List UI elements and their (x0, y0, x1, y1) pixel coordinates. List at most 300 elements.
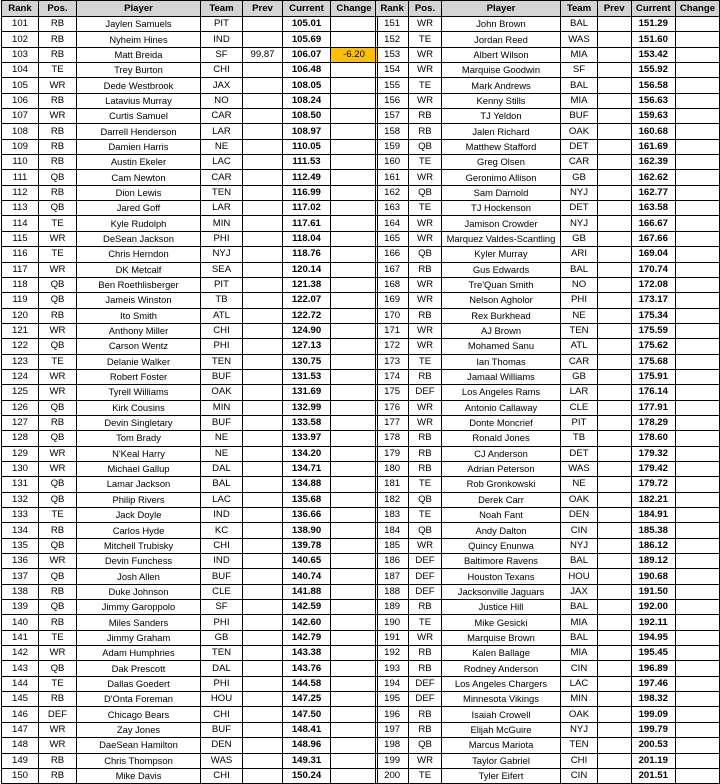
change-cell (331, 32, 378, 47)
table-body-right (376, 17, 720, 784)
change-cell (675, 109, 719, 124)
current-cell: 108.50 (283, 109, 331, 124)
rank-cell: 114 (2, 216, 39, 231)
position-cell: QB (409, 185, 441, 200)
table-row (2, 738, 378, 753)
rank-cell: 168 (376, 277, 409, 292)
rank-cell: 109 (2, 139, 39, 154)
header-player: Player (441, 1, 561, 17)
current-cell: 118.76 (283, 247, 331, 262)
change-cell (675, 722, 719, 737)
rank-cell: 122 (2, 339, 39, 354)
position-cell: RB (39, 753, 77, 768)
player-cell: Cam Newton (77, 170, 201, 185)
prev-cell (597, 155, 631, 170)
team-cell: PHI (201, 339, 243, 354)
table-row (376, 768, 720, 783)
position-cell: RB (409, 461, 441, 476)
rank-cell: 192 (376, 646, 409, 661)
current-cell: 117.61 (283, 216, 331, 231)
player-cell: Rex Burkhead (441, 308, 561, 323)
prev-cell (243, 600, 283, 615)
rank-cell: 197 (376, 722, 409, 737)
table-row (2, 308, 378, 323)
prev-cell (597, 415, 631, 430)
rankings-table-left (1, 0, 378, 784)
current-cell: 173.17 (631, 293, 675, 308)
team-cell: HOU (561, 569, 597, 584)
player-cell: Mark Andrews (441, 78, 561, 93)
player-cell: Rob Gronkowski (441, 477, 561, 492)
team-cell: GB (201, 630, 243, 645)
team-cell: CAR (561, 155, 597, 170)
player-cell: Nyheim Hines (77, 32, 201, 47)
prev-cell (597, 692, 631, 707)
player-cell: Chris Herndon (77, 247, 201, 262)
change-cell (675, 615, 719, 630)
prev-cell (597, 584, 631, 599)
change-cell (675, 768, 719, 783)
prev-cell (243, 185, 283, 200)
rank-cell: 127 (2, 415, 39, 430)
player-cell: Anthony Miller (77, 323, 201, 338)
rank-cell: 170 (376, 308, 409, 323)
rank-cell: 140 (2, 615, 39, 630)
prev-cell (243, 508, 283, 523)
change-cell (331, 231, 378, 246)
team-cell: LAR (561, 385, 597, 400)
player-cell: Donte Moncrief (441, 415, 561, 430)
change-cell (675, 446, 719, 461)
position-cell: WR (409, 415, 441, 430)
team-cell: NE (201, 431, 243, 446)
table-row (376, 369, 720, 384)
rank-cell: 124 (2, 369, 39, 384)
current-cell: 124.90 (283, 323, 331, 338)
team-cell: MIN (201, 400, 243, 415)
team-cell: OAK (201, 385, 243, 400)
player-cell: Sam Darnold (441, 185, 561, 200)
player-cell: John Brown (441, 17, 561, 32)
table-row (2, 722, 378, 737)
position-cell: RB (409, 707, 441, 722)
player-cell: Marquez Valdes-Scantling (441, 231, 561, 246)
team-cell: JAX (561, 584, 597, 599)
change-cell (675, 339, 719, 354)
team-cell: PIT (561, 415, 597, 430)
rank-cell: 158 (376, 124, 409, 139)
position-cell: TE (409, 508, 441, 523)
table-row (376, 615, 720, 630)
prev-cell (243, 753, 283, 768)
player-cell: D'Onta Foreman (77, 692, 201, 707)
position-cell: WR (409, 93, 441, 108)
prev-cell (243, 385, 283, 400)
position-cell: QB (39, 400, 77, 415)
table-row (2, 78, 378, 93)
change-cell (675, 231, 719, 246)
rank-cell: 194 (376, 676, 409, 691)
team-cell: MIA (561, 615, 597, 630)
change-cell (675, 216, 719, 231)
position-cell: QB (39, 293, 77, 308)
change-cell (675, 247, 719, 262)
rank-cell: 107 (2, 109, 39, 124)
change-cell (331, 753, 378, 768)
prev-cell (597, 170, 631, 185)
table-row (376, 109, 720, 124)
position-cell: QB (409, 139, 441, 154)
change-cell (675, 323, 719, 338)
position-cell: TE (39, 676, 77, 691)
header-row (2, 1, 378, 17)
position-cell: RB (39, 523, 77, 538)
team-cell: MIA (561, 646, 597, 661)
change-cell (675, 78, 719, 93)
prev-cell (243, 569, 283, 584)
position-cell: RB (409, 109, 441, 124)
change-cell (331, 415, 378, 430)
rank-cell: 181 (376, 477, 409, 492)
table-row (376, 584, 720, 599)
prev-cell (597, 93, 631, 108)
change-cell (331, 492, 378, 507)
change-cell (331, 600, 378, 615)
prev-cell (597, 615, 631, 630)
prev-cell (243, 339, 283, 354)
position-cell: RB (409, 600, 441, 615)
position-cell: TE (409, 354, 441, 369)
team-cell: BUF (201, 369, 243, 384)
current-cell: 194.95 (631, 630, 675, 645)
rank-cell: 113 (2, 201, 39, 216)
player-cell: Devin Funchess (77, 554, 201, 569)
player-cell: Miles Sanders (77, 615, 201, 630)
current-cell: 175.59 (631, 323, 675, 338)
team-cell: NE (201, 446, 243, 461)
player-cell: Michael Gallup (77, 461, 201, 476)
team-cell: DET (561, 446, 597, 461)
prev-cell (243, 584, 283, 599)
current-cell: 116.99 (283, 185, 331, 200)
rank-cell: 164 (376, 216, 409, 231)
rank-cell: 103 (2, 47, 39, 62)
player-cell: Trey Burton (77, 63, 201, 78)
position-cell: QB (39, 431, 77, 446)
team-cell: WAS (561, 32, 597, 47)
header-team: Team (201, 1, 243, 17)
table-row (2, 400, 378, 415)
change-cell (675, 400, 719, 415)
position-cell: RB (39, 139, 77, 154)
current-cell: 133.58 (283, 415, 331, 430)
current-cell: 142.79 (283, 630, 331, 645)
rank-cell: 125 (2, 385, 39, 400)
rank-cell: 118 (2, 277, 39, 292)
change-cell (331, 508, 378, 523)
rank-cell: 200 (376, 768, 409, 783)
current-cell: 150.24 (283, 768, 331, 783)
table-row (2, 262, 378, 277)
prev-cell (597, 768, 631, 783)
position-cell: WR (39, 231, 77, 246)
current-cell: 179.72 (631, 477, 675, 492)
change-cell (675, 477, 719, 492)
table-row (376, 630, 720, 645)
current-cell: 142.59 (283, 600, 331, 615)
player-cell: Darrell Henderson (77, 124, 201, 139)
prev-cell (243, 155, 283, 170)
table-row (2, 385, 378, 400)
prev-cell (243, 676, 283, 691)
table-row (2, 600, 378, 615)
change-cell (331, 369, 378, 384)
table-row (376, 47, 720, 62)
prev-cell (243, 461, 283, 476)
team-cell: IND (201, 32, 243, 47)
table-row (2, 431, 378, 446)
team-cell: BAL (561, 262, 597, 277)
team-cell: JAX (201, 78, 243, 93)
table-row (2, 323, 378, 338)
current-cell: 162.77 (631, 185, 675, 200)
rank-cell: 165 (376, 231, 409, 246)
position-cell: RB (39, 584, 77, 599)
position-cell: QB (409, 247, 441, 262)
table-row (2, 646, 378, 661)
position-cell: WR (39, 78, 77, 93)
current-cell: 131.69 (283, 385, 331, 400)
table-row (2, 492, 378, 507)
change-cell (331, 692, 378, 707)
table-row (2, 523, 378, 538)
header-rank: Rank (376, 1, 409, 17)
player-cell: TJ Hockenson (441, 201, 561, 216)
position-cell: QB (39, 477, 77, 492)
change-cell (675, 492, 719, 507)
table-row (376, 139, 720, 154)
team-cell: DET (561, 139, 597, 154)
position-cell: QB (39, 339, 77, 354)
prev-cell (243, 692, 283, 707)
change-cell (675, 661, 719, 676)
table-row (2, 538, 378, 553)
player-cell: Ian Thomas (441, 354, 561, 369)
position-cell: QB (39, 600, 77, 615)
current-cell: 112.49 (283, 170, 331, 185)
team-cell: CLE (201, 584, 243, 599)
player-cell: Austin Ekeler (77, 155, 201, 170)
prev-cell (243, 231, 283, 246)
change-cell (331, 155, 378, 170)
change-cell (331, 109, 378, 124)
position-cell: QB (409, 738, 441, 753)
player-cell: Adrian Peterson (441, 461, 561, 476)
prev-cell (597, 308, 631, 323)
player-cell: Mitchell Trubisky (77, 538, 201, 553)
rank-cell: 176 (376, 400, 409, 415)
rank-cell: 135 (2, 538, 39, 553)
player-cell: Jamison Crowder (441, 216, 561, 231)
player-cell: Los Angeles Chargers (441, 676, 561, 691)
position-cell: TE (39, 508, 77, 523)
rank-cell: 153 (376, 47, 409, 62)
prev-cell (243, 615, 283, 630)
position-cell: QB (39, 201, 77, 216)
table-row (376, 554, 720, 569)
change-cell (675, 139, 719, 154)
position-cell: QB (39, 277, 77, 292)
player-cell: Albert Wilson (441, 47, 561, 62)
team-cell: BAL (561, 17, 597, 32)
position-cell: TE (39, 247, 77, 262)
current-cell: 159.63 (631, 109, 675, 124)
position-cell: RB (409, 722, 441, 737)
position-cell: WR (409, 47, 441, 62)
player-cell: Jacksonville Jaguars (441, 584, 561, 599)
prev-cell (243, 431, 283, 446)
prev-cell (243, 78, 283, 93)
team-cell: HOU (201, 692, 243, 707)
rank-cell: 191 (376, 630, 409, 645)
table-row (376, 293, 720, 308)
current-cell: 192.11 (631, 615, 675, 630)
header-rank: Rank (2, 1, 39, 17)
position-cell: TE (39, 216, 77, 231)
current-cell: 127.13 (283, 339, 331, 354)
team-cell: CHI (201, 768, 243, 783)
position-cell: RB (39, 768, 77, 783)
table-row (2, 277, 378, 292)
position-cell: WR (39, 385, 77, 400)
rank-cell: 112 (2, 185, 39, 200)
current-cell: 151.60 (631, 32, 675, 47)
change-cell (331, 216, 378, 231)
current-cell: 201.19 (631, 753, 675, 768)
prev-cell (243, 216, 283, 231)
team-cell: PHI (201, 615, 243, 630)
table-row (376, 646, 720, 661)
rank-cell: 172 (376, 339, 409, 354)
rank-cell: 130 (2, 461, 39, 476)
change-cell (675, 385, 719, 400)
current-cell: 161.69 (631, 139, 675, 154)
table-row (376, 600, 720, 615)
current-cell: 178.29 (631, 415, 675, 430)
table-row (376, 477, 720, 492)
player-cell: Delanie Walker (77, 354, 201, 369)
rank-cell: 134 (2, 523, 39, 538)
rank-cell: 173 (376, 354, 409, 369)
change-cell (675, 523, 719, 538)
table-row (2, 676, 378, 691)
prev-cell (243, 323, 283, 338)
change-cell (331, 139, 378, 154)
player-cell: Marcus Mariota (441, 738, 561, 753)
table-row (376, 722, 720, 737)
position-cell: WR (39, 323, 77, 338)
current-cell: 189.12 (631, 554, 675, 569)
player-cell: Isaiah Crowell (441, 707, 561, 722)
table-row (2, 369, 378, 384)
change-cell (675, 630, 719, 645)
table-row (2, 630, 378, 645)
player-cell: Adam Humphries (77, 646, 201, 661)
prev-cell (597, 293, 631, 308)
current-cell: 106.07 (283, 47, 331, 62)
position-cell: RB (409, 661, 441, 676)
table-row (2, 231, 378, 246)
prev-cell (597, 323, 631, 338)
prev-cell (597, 400, 631, 415)
team-cell: BAL (561, 630, 597, 645)
change-cell (331, 722, 378, 737)
change-cell (331, 339, 378, 354)
change-cell (331, 124, 378, 139)
rank-cell: 137 (2, 569, 39, 584)
prev-cell (597, 32, 631, 47)
position-cell: TE (39, 63, 77, 78)
team-cell: LAR (201, 201, 243, 216)
change-cell (675, 461, 719, 476)
rank-cell: 131 (2, 477, 39, 492)
position-cell: WR (39, 738, 77, 753)
team-cell: WAS (201, 753, 243, 768)
team-cell: BUF (201, 415, 243, 430)
change-cell (675, 707, 719, 722)
current-cell: 147.50 (283, 707, 331, 722)
player-cell: Lamar Jackson (77, 477, 201, 492)
current-cell: 185.38 (631, 523, 675, 538)
table-row (376, 354, 720, 369)
rank-cell: 166 (376, 247, 409, 262)
player-cell: Andy Dalton (441, 523, 561, 538)
rank-cell: 187 (376, 569, 409, 584)
position-cell: RB (409, 646, 441, 661)
team-cell: BAL (561, 554, 597, 569)
header-current: Current (283, 1, 331, 17)
player-cell: Dallas Goedert (77, 676, 201, 691)
prev-cell (243, 722, 283, 737)
table-row (2, 32, 378, 47)
team-cell: PHI (201, 231, 243, 246)
position-cell: WR (39, 646, 77, 661)
position-cell: QB (409, 523, 441, 538)
team-cell: DEN (561, 508, 597, 523)
table-row (376, 32, 720, 47)
table-row (376, 492, 720, 507)
current-cell: 122.72 (283, 308, 331, 323)
change-cell (675, 293, 719, 308)
player-cell: Greg Olsen (441, 155, 561, 170)
rank-cell: 115 (2, 231, 39, 246)
prev-cell (597, 17, 631, 32)
current-cell: 135.68 (283, 492, 331, 507)
team-cell: SF (201, 600, 243, 615)
change-cell (675, 47, 719, 62)
change-cell (331, 262, 378, 277)
player-cell: Elijah McGuire (441, 722, 561, 737)
rank-cell: 110 (2, 155, 39, 170)
prev-cell (597, 216, 631, 231)
table-row (376, 385, 720, 400)
change-cell (331, 63, 378, 78)
table-row (2, 615, 378, 630)
prev-cell (597, 523, 631, 538)
change-cell (331, 676, 378, 691)
player-cell: TJ Yeldon (441, 109, 561, 124)
header-player: Player (77, 1, 201, 17)
